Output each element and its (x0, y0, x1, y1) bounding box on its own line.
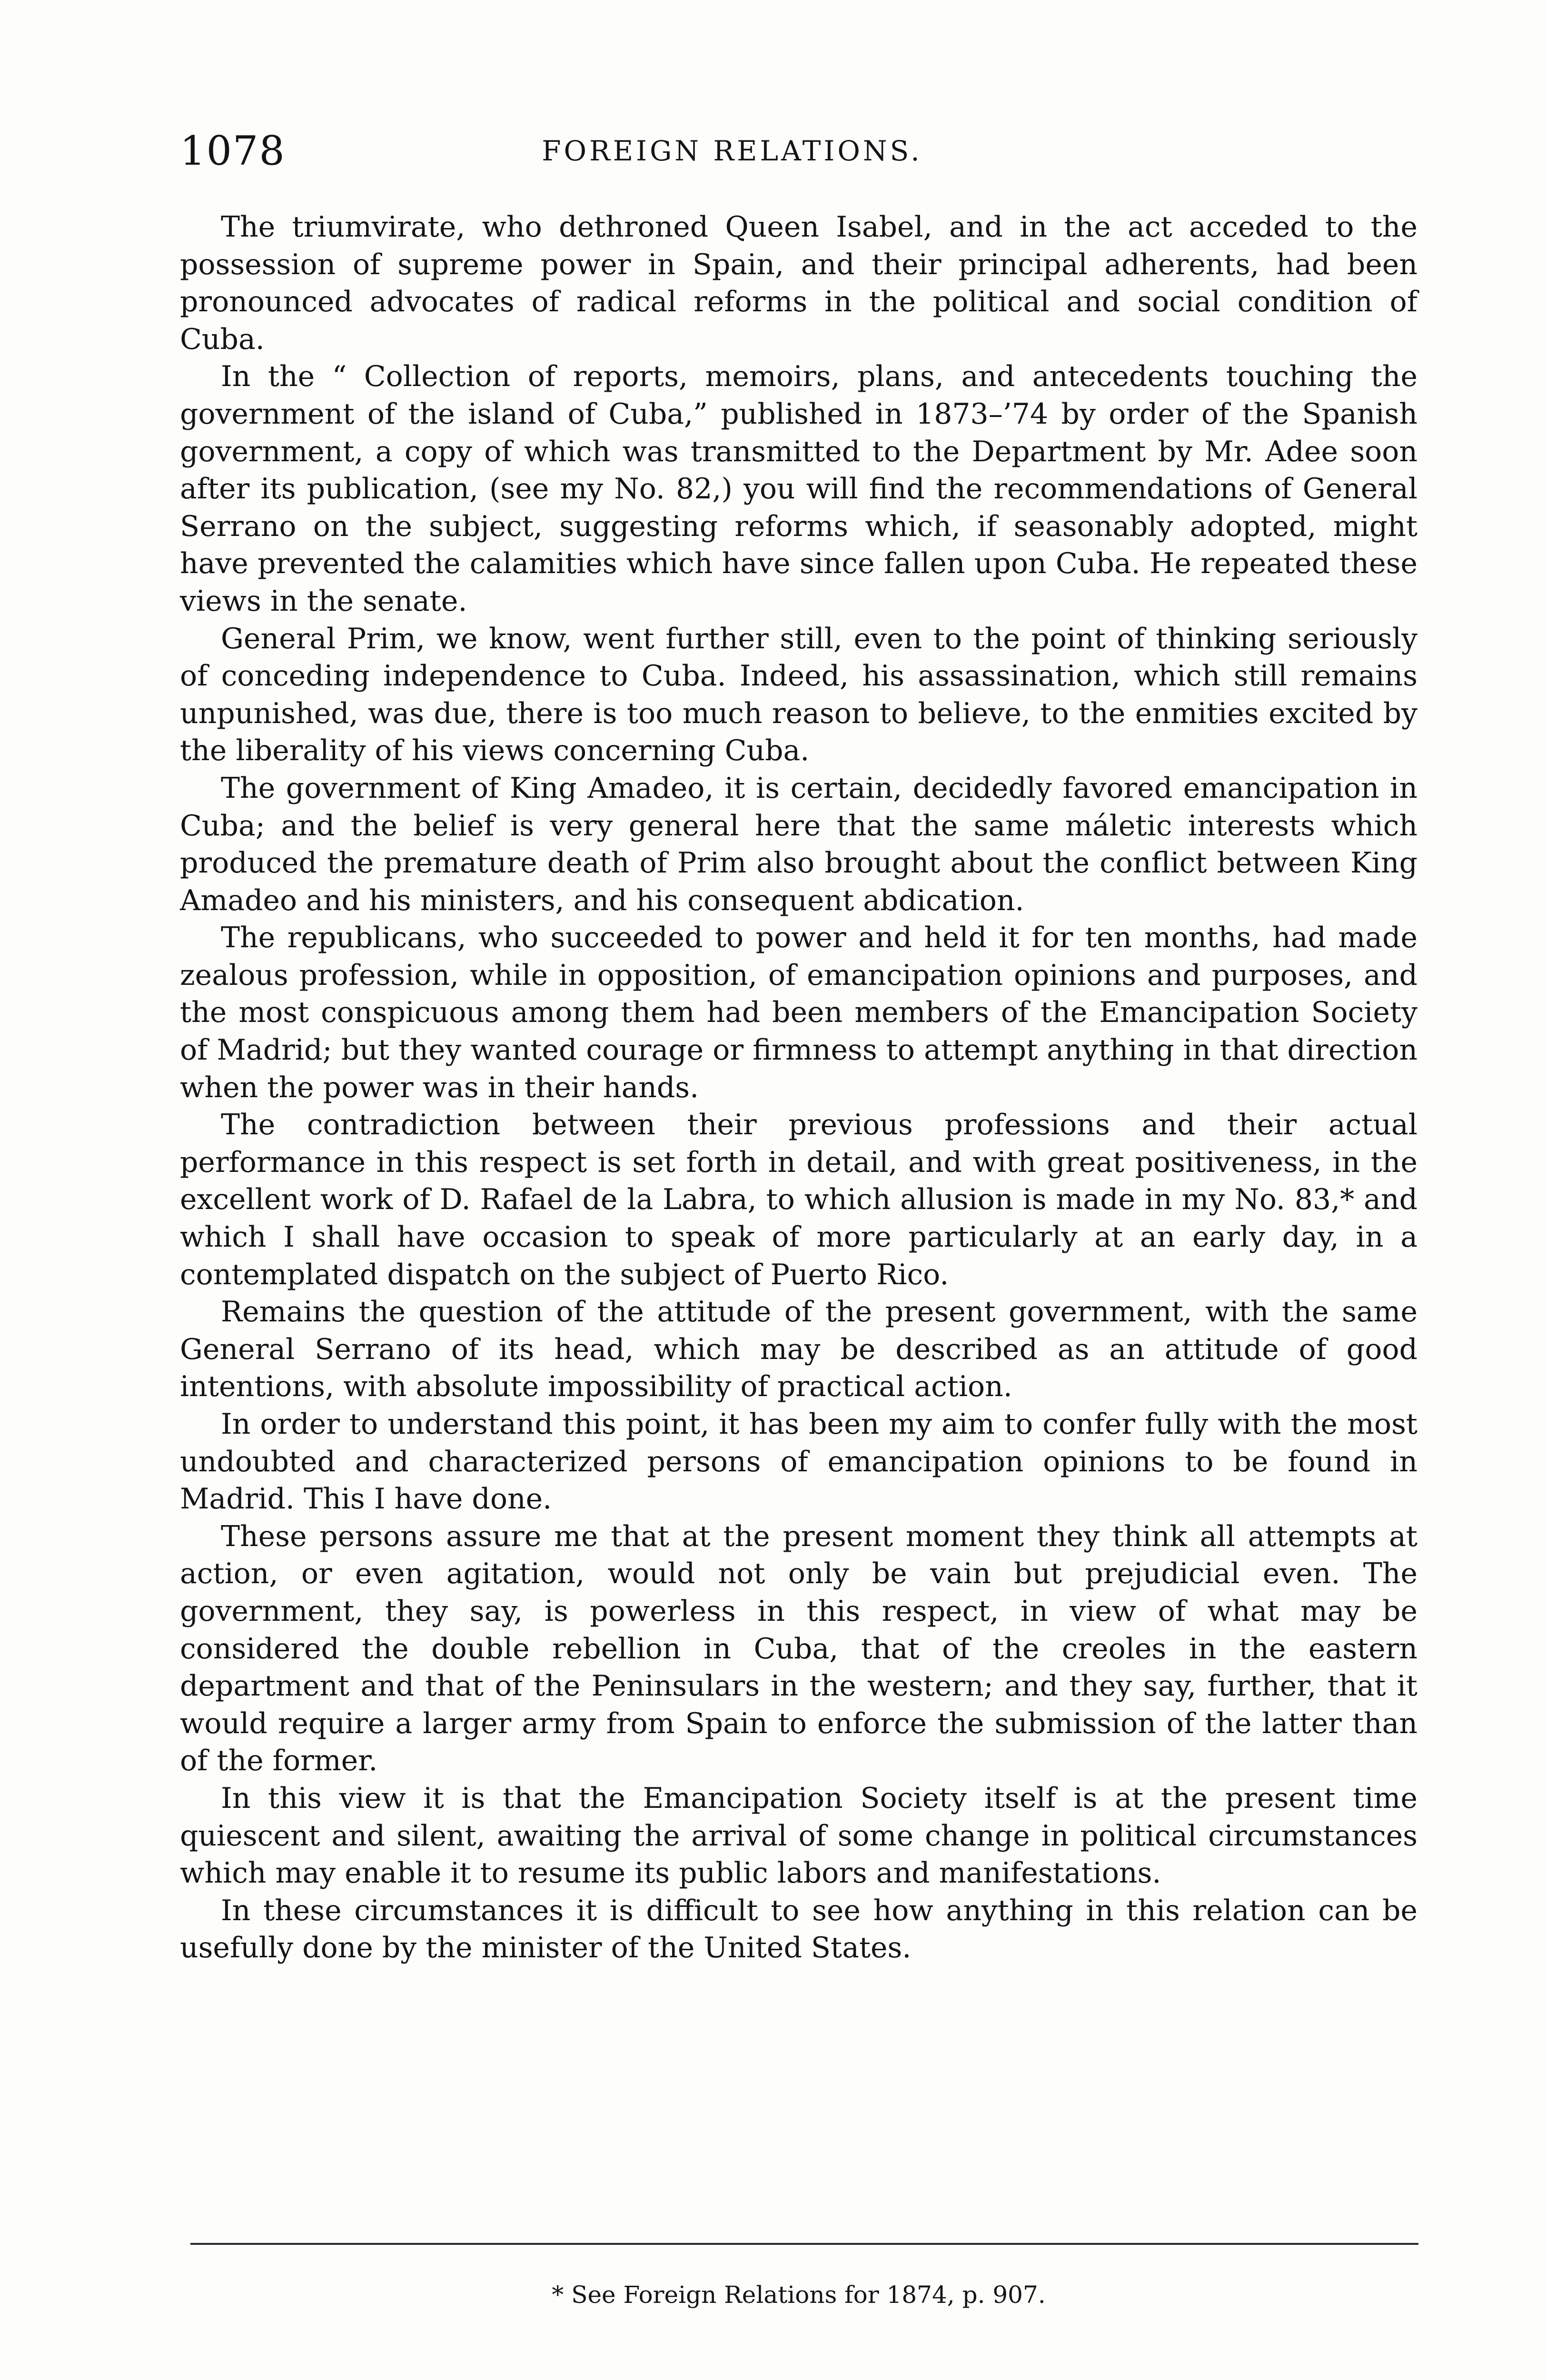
paragraph-general-prim: General Prim, we know, went further still, even to the point of thinking seriously of conceding independence to Cuba. Indeed, his assassination, which still remains unpunished, was due, there is too much reason to believe, to the enmities excited by the liberality of his views concerning Cuba. (180, 622, 1417, 768)
paragraph-confer-fully: In order to understand this point, it has been my aim to confer fully with the most undoubted and characterized persons of emancipation opinions to be found in Madrid. This I have done. (180, 1408, 1417, 1516)
paragraph-present-government: Remains the question of the attitude of the present government, with the same General Serrano of its head, which may be described as an attitude of good intentions, with absolute impossibility of practical action. (180, 1295, 1417, 1404)
paragraph-emancipation-society: In this view it is that the Emancipation Society itself is at the present time quiescent and silent, awaiting the arrival of some change in political circumstances which may enable it to resume its public labors and manifestations. (180, 1781, 1417, 1890)
paragraph-king-amadeo: The government of King Amadeo, it is certain, decidedly favored emancipation in Cuba; and the belief is very general here that the same máletic interests which produced the premature death of Prim also brought about the conflict between King Amadeo and his ministers, and his consequent abdication. (180, 771, 1417, 917)
page-number: 1078 (180, 128, 286, 174)
body-text (180, 208, 1417, 1967)
running-head (180, 125, 1417, 177)
paragraph-collection-of-reports: In the “ Collection of reports, memoirs, plans, and antecedents touching the government of the island of Cuba,” published in 1873–’74 by order of the Spanish government, a copy of which was transmitted to the Department by Mr. Adee soon after its publication, (see my No. 82,) you will find the recommendations of General Serrano on the subject, suggesting reforms which, if seasonably adopted, might have prevented the calamities which have since fallen upon Cuba. He repeated these views in the senate. (180, 360, 1417, 618)
paragraph-contradiction: The contradiction between their previous professions and their actual performance in this respect is set forth in detail, and with great positiveness, in the excellent work of D. Rafael de la Labra, to which allusion is made in my No. 83,* and which I shall have occasion to speak of more particularly at an early day, in a contemplated dispatch on the subject of Puerto Rico. (180, 1108, 1417, 1291)
paragraph-triumvirate: The triumvirate, who dethroned Queen Isabel, and in the act acceded to the possession of supreme power in Spain, and their principal adherents, had been pronounced advocates of radical reforms in the political and social condition of Cuba. (180, 210, 1417, 356)
paragraph-persons-assure: These persons assure me that at the present moment they think all attempts at action, or even agitation, would not only be vain but prejudicial even. The government, they say, is powerless in this respect, in view of what may be considered the double rebellion in Cuba, that of the creoles in the eastern department and that of the Peninsulars in the western; and they say, further, that it would require a larger army from Spain to enforce the submission of the latter than of the former. (180, 1519, 1417, 1778)
paragraph-republicans: The republicans, who succeeded to power and held it for ten months, had made zealous profession, while in opposition, of emancipation opinions and purposes, and the most conspicuous among them had been members of the Emancipation Society of Madrid; but they wanted courage or firmness to attempt anything in that direction when the power was in their hands. (180, 921, 1417, 1104)
running-title: FOREIGN RELATIONS. (542, 135, 922, 167)
footnote: * See Foreign Relations for 1874, p. 907. (552, 2281, 1046, 2309)
paragraph-circumstances: In these circumstances it is difficult to see how anything in this relation can be usefully done by the minister of the United States. (180, 1894, 1417, 1965)
footnote-divider (190, 2243, 1418, 2245)
